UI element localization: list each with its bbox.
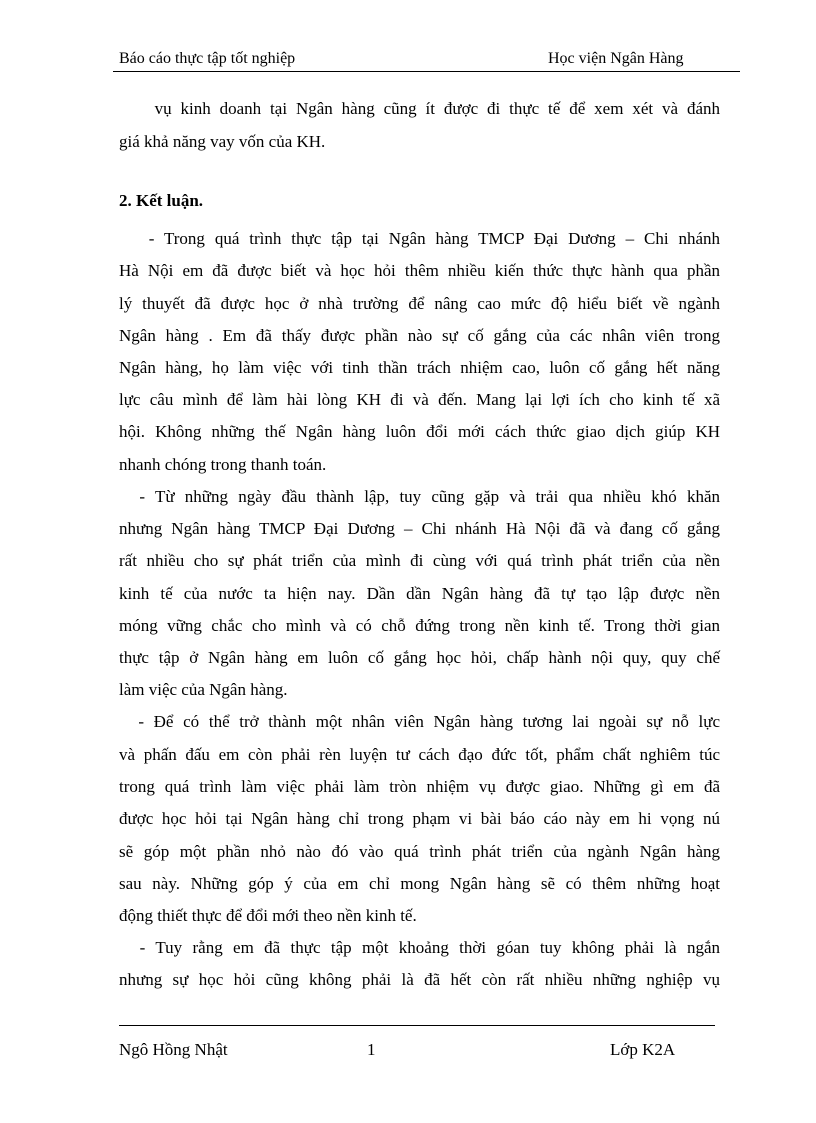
footer-divider (119, 1025, 715, 1026)
footer-author: Ngô Hồng Nhật (119, 1040, 228, 1059)
body-line: - Tuy rằng em đã thực tập một khoảng thời góan tuy không phải là ngắn (119, 938, 720, 957)
body-line: trong quá trình làm việc phải làm tròn nhiệm vụ được giao. Những gì em đã (119, 777, 720, 796)
body-line: nhưng Ngân hàng TMCP Đại Dương – Chi nhánh Hà Nội đã và đang cố gắng (119, 519, 720, 538)
body-line: làm việc của Ngân hàng. (119, 680, 288, 699)
body-line: Ngân hàng . Em đã thấy được phần nào sự cố gắng của các nhân viên trong (119, 326, 720, 345)
body-line: - Để có thể trở thành một nhân viên Ngân hàng tương lai ngoài sự nỗ lực (119, 712, 720, 731)
intro-line: vụ kinh doanh tại Ngân hàng cũng ít được đi thực tế để xem xét và đánh (119, 99, 720, 118)
body-line: - Trong quá trình thực tập tại Ngân hàng TMCP Đại Dương – Chi nhánh (119, 229, 720, 248)
header-institution: Học viện Ngân Hàng (548, 50, 684, 67)
body-line: lực câu mình để làm hài lòng KH đi và đến. Mang lại lợi ích cho kinh tế xã (119, 390, 720, 409)
body-line: hội. Không những thế Ngân hàng luôn đổi mới cách thức giao dịch giúp KH (119, 422, 720, 441)
body-line: Hà Nội em đã được biết và học hỏi thêm nhiều kiến thức thực hành qua phần (119, 261, 720, 280)
section-heading: 2. Kết luận. (119, 191, 204, 210)
body-line: móng vững chắc cho mình và có chỗ đứng trong nền kinh tế. Trong thời gian (119, 616, 720, 635)
body-line: nhanh chóng trong thanh toán. (119, 455, 327, 474)
body-line: được học hỏi tại Ngân hàng chỉ trong phạm vi bài báo cáo này em hi vọng nú (119, 809, 720, 828)
body-line: thực tập ở Ngân hàng em luôn cố gắng học hỏi, chấp hành nội quy, quy chế (119, 648, 720, 667)
body-line: rất nhiều cho sự phát triển của mình đi cùng với quá trình phát triển của nền (119, 551, 720, 570)
body-line: - Từ những ngày đầu thành lập, tuy cũng gặp và trải qua nhiều khó khăn (119, 487, 720, 506)
page-number: 1 (367, 1040, 376, 1059)
header-report-title: Báo cáo thực tập tốt nghiệp (119, 50, 296, 67)
header-divider (113, 71, 740, 72)
body-line: nhưng sự học hỏi cũng không phải là đã hết còn rất nhiều những nghiệp vụ (119, 970, 720, 989)
body-line: lý thuyết đã được học ở nhà trường để nâng cao mức độ hiểu biết về ngành (119, 294, 720, 313)
body-line: và phấn đấu em còn phải rèn luyện tư cách đạo đức tốt, phẩm chất nghiêm túc (119, 745, 720, 764)
body-line: sau này. Những góp ý của em chỉ mong Ngân hàng sẽ có thêm những hoạt (119, 874, 720, 893)
body-line: động thiết thực để đổi mới theo nền kinh tế. (119, 906, 417, 925)
body-line: sẽ góp một phần nhỏ nào đó vào quá trình phát triển của ngành Ngân hàng (119, 842, 720, 861)
body-line: kinh tế của nước ta hiện nay. Dần dần Ngân hàng đã tự tạo lập được nền (119, 584, 720, 603)
footer-class: Lớp K2A (610, 1040, 676, 1059)
intro-line: giá khả năng vay vốn của KH. (119, 132, 326, 151)
body-line: Ngân hàng, họ làm việc với tinh thần trách nhiệm cao, luôn cố gắng hết năng (119, 358, 720, 377)
